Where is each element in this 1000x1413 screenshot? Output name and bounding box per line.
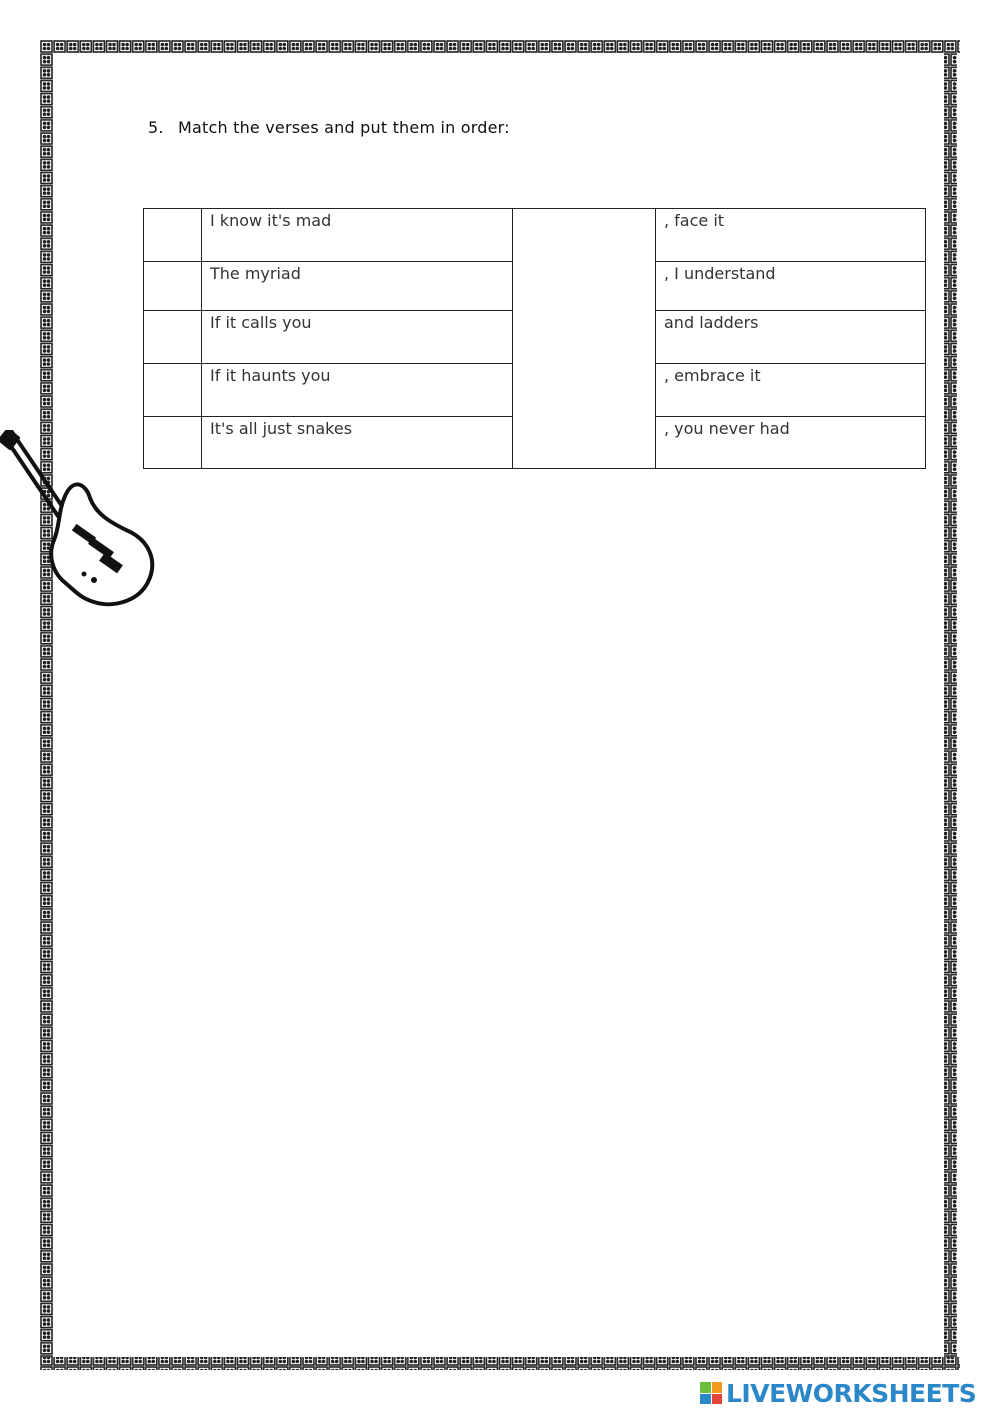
exercise-number: 5. (148, 118, 164, 137)
verse-start-cell: It's all just snakes (202, 417, 513, 469)
verse-end-cell: , you never had (656, 417, 926, 469)
table-row (144, 209, 926, 262)
verse-start-cell: I know it's mad (202, 209, 513, 262)
order-number-cell[interactable] (144, 311, 202, 364)
exercise-instruction: Match the verses and put them in order: (178, 118, 510, 137)
verse-end-cell: , embrace it (656, 364, 926, 417)
verse-end-cell: and ladders (656, 311, 926, 364)
exercise-heading (148, 118, 510, 137)
liveworksheets-logo-icon (700, 1382, 722, 1404)
verse-end-cell: , face it (656, 209, 926, 262)
liveworksheets-logo (700, 1378, 976, 1408)
verse-end-cell: , I understand (656, 262, 926, 311)
order-number-cell[interactable] (144, 209, 202, 262)
verse-start-cell: If it calls you (202, 311, 513, 364)
electric-guitar-icon (0, 430, 165, 615)
order-number-cell[interactable] (144, 262, 202, 311)
matching-table (143, 208, 926, 469)
match-answer-area[interactable] (513, 209, 656, 469)
order-number-cell[interactable] (144, 364, 202, 417)
verse-start-cell: The myriad (202, 262, 513, 311)
logo-text: LIVEWORKSHEETS (726, 1378, 977, 1408)
order-number-cell[interactable] (144, 417, 202, 469)
verse-start-cell: If it haunts you (202, 364, 513, 417)
